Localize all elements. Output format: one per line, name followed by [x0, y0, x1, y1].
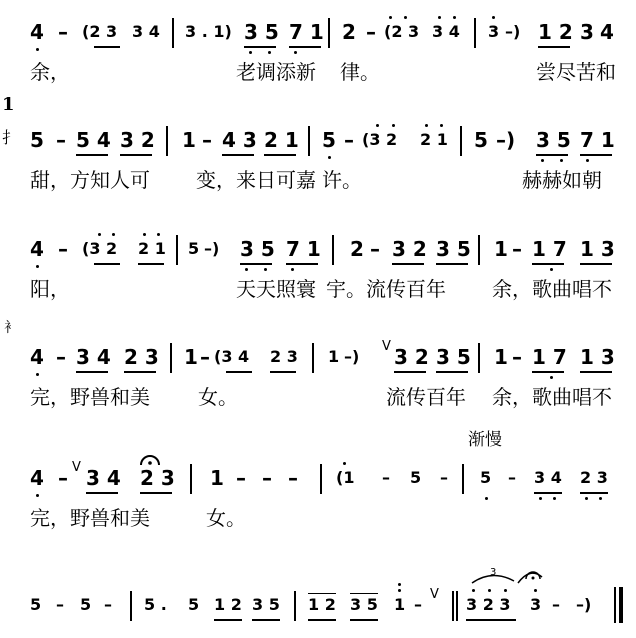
dash: –: [366, 20, 376, 44]
underline: [240, 263, 272, 265]
note-group: 3 4: [132, 22, 160, 41]
octave-dot: [488, 589, 491, 592]
dash: –: [58, 466, 68, 490]
underline: [538, 46, 570, 48]
dash: –: [370, 237, 380, 261]
note-group: 3 5: [536, 128, 571, 152]
lyrics-row: [0, 58, 636, 86]
note: 1: [328, 347, 340, 366]
bar-line: [166, 126, 168, 156]
lyric: 阳，: [30, 277, 70, 301]
underline: [120, 154, 152, 156]
note-group: 2 1: [264, 128, 299, 152]
underline: [226, 371, 252, 373]
note: 1: [494, 237, 508, 261]
lyric: 老调添新: [236, 60, 316, 84]
octave-dot: [586, 159, 589, 162]
bar-line: [478, 343, 480, 373]
lyric: 许。: [322, 168, 362, 192]
dash: –: [288, 466, 298, 490]
note: 5: [410, 468, 422, 487]
octave-dot: [245, 268, 248, 271]
dash: –: [56, 128, 66, 152]
underline: [76, 371, 108, 373]
note: (1: [336, 468, 355, 487]
underline: [222, 154, 254, 156]
bar-line: [308, 126, 310, 156]
note-group: 7 1: [580, 128, 615, 152]
note: 2: [350, 237, 364, 261]
dash: –: [344, 128, 354, 152]
octave-dot: [36, 48, 39, 51]
note-group: (3 2: [82, 239, 118, 258]
underline: [76, 154, 108, 156]
note: 5: [322, 128, 336, 152]
octave-dot: [264, 268, 267, 271]
note-group: (3 4: [214, 347, 250, 366]
note-group: 1 2: [538, 20, 573, 44]
bar-line: [172, 18, 174, 48]
underline: [466, 619, 516, 621]
bar-line: [460, 126, 462, 156]
lyric: 女。: [206, 506, 246, 530]
note: 1: [182, 128, 196, 152]
octave-dot: [36, 373, 39, 376]
underline: [394, 371, 426, 373]
octave-dot: [550, 268, 553, 271]
octave-dot: [291, 268, 294, 271]
note-group: (3 2: [362, 130, 398, 149]
underline: [532, 263, 564, 265]
note: 1: [184, 345, 198, 369]
bar-line: [452, 591, 454, 621]
breath-mark: V: [72, 460, 81, 475]
underline: [286, 263, 318, 265]
dash: –): [496, 128, 516, 152]
lyric: 流传百年: [386, 385, 466, 409]
note-group: 2 1: [138, 239, 166, 258]
octave-dot: [143, 233, 146, 236]
lyric: 完，野兽和美: [30, 506, 150, 530]
notes-row: [0, 120, 636, 160]
lyric: 完，野兽和美: [30, 385, 150, 409]
notes-row: [0, 458, 636, 498]
note: 5: [188, 595, 200, 614]
breath-mark: V: [382, 339, 391, 354]
note: 4: [30, 20, 44, 44]
dash: –: [552, 595, 560, 614]
note: 5: [188, 239, 200, 258]
bar-line: [190, 464, 192, 494]
dash: –: [58, 20, 68, 44]
dash: –: [104, 595, 112, 614]
bar-line: [328, 18, 330, 48]
octave-dot: [541, 159, 544, 162]
lyric: 律。: [340, 60, 380, 84]
octave-dot: [328, 156, 331, 159]
octave-dot: [472, 589, 475, 592]
bar-line: [176, 235, 178, 265]
note: 4: [30, 237, 44, 261]
underline: [252, 619, 280, 621]
note: 5: [480, 468, 492, 487]
dash: –: [508, 468, 516, 487]
lyrics-row: [0, 166, 636, 194]
dash: –: [382, 468, 390, 487]
dash: –: [512, 345, 522, 369]
lyric: 余，歌曲唱不: [492, 277, 612, 301]
dash: –: [262, 466, 272, 490]
bar-line: [170, 343, 172, 373]
underline: [270, 371, 296, 373]
dash: –: [56, 595, 64, 614]
note-group: 2 1: [420, 130, 448, 149]
note: 2: [342, 20, 356, 44]
note: 5: [30, 128, 44, 152]
note-group: 3 5: [436, 237, 471, 261]
octave-dot: [599, 497, 602, 500]
lyrics-row: [0, 504, 636, 532]
dash: –): [505, 22, 521, 41]
underline: [532, 371, 564, 373]
dash: –: [236, 466, 246, 490]
note-group: 3 4: [534, 468, 562, 487]
lyric: 变，来日可嘉: [196, 168, 316, 192]
lyrics-row: [0, 383, 636, 411]
octave-dot: [404, 16, 407, 19]
dash: –: [202, 128, 212, 152]
octave-dot: [157, 233, 160, 236]
notes-row: [0, 229, 636, 269]
underline: [436, 263, 468, 265]
bar-line: [456, 591, 458, 621]
note-group: 1 2: [214, 595, 242, 614]
notes-row: [0, 337, 636, 377]
octave-dot: [504, 589, 507, 592]
note-group: 3 5: [252, 595, 280, 614]
underline: [580, 154, 612, 156]
svg-text:3: 3: [490, 567, 497, 578]
lyrics-row: [0, 275, 636, 303]
lyric: 天天照寰: [236, 277, 316, 301]
bar-line: [312, 343, 314, 373]
underline: [580, 492, 608, 494]
note-group: 5 4: [76, 128, 111, 152]
final-bar-line: [614, 587, 616, 623]
note-group: 2 3: [270, 347, 298, 366]
dash: –: [414, 595, 422, 614]
note-group: 7 1: [286, 237, 321, 261]
octave-dot: [492, 16, 495, 19]
underline: [138, 263, 164, 265]
note-group: (2 3: [384, 22, 420, 41]
note: 4: [600, 20, 614, 44]
breath-mark: V: [430, 587, 439, 602]
note: 1: [394, 595, 406, 614]
lyric: 尝尽苦和: [536, 60, 616, 84]
underline: [214, 619, 242, 621]
underline: [289, 46, 321, 48]
note-group: 2 3: [140, 466, 175, 490]
octave-dot: [376, 124, 379, 127]
dash: –: [58, 237, 68, 261]
lyric: 余，歌曲唱不: [492, 385, 612, 409]
octave-dot: [249, 51, 252, 54]
octave-dot: [438, 16, 441, 19]
underline: [264, 154, 296, 156]
underline: [124, 371, 156, 373]
octave-dot: [294, 51, 297, 54]
note: 1: [210, 466, 224, 490]
note-group: 3 5: [350, 595, 378, 614]
dash: –: [56, 345, 66, 369]
bar-line: [474, 18, 476, 48]
dash: –): [204, 239, 220, 258]
bar-line: [462, 464, 464, 494]
lyric: 甜，方知人可: [30, 168, 150, 192]
octave-dot: [453, 16, 456, 19]
underline: [244, 46, 276, 48]
note-group: 1 2: [308, 595, 336, 614]
underline: [308, 619, 336, 621]
underline: [86, 492, 118, 494]
octave-dot: [36, 265, 39, 268]
octave-dot: [36, 494, 39, 497]
octave-dot: [539, 497, 542, 500]
lyric: 赫赫如朝: [522, 168, 602, 192]
bar-line: [478, 235, 480, 265]
bar-line: [294, 591, 296, 621]
lyric: 宇。流传百年: [326, 277, 446, 301]
notes-row: [0, 567, 636, 625]
underline: [94, 263, 120, 265]
octave-dot: [550, 376, 553, 379]
note-group: 1 7: [532, 345, 567, 369]
note-group: 3 2 3: [466, 595, 511, 614]
underline: [308, 593, 336, 594]
note-group: 3 5: [436, 345, 471, 369]
octave-dot: [268, 51, 271, 54]
final-bar-line: [619, 587, 623, 623]
dash: –): [576, 595, 592, 614]
note: 4: [30, 345, 44, 369]
note: 5: [30, 595, 42, 614]
octave-dot: [553, 497, 556, 500]
note-group: (2 3: [82, 22, 118, 41]
octave-dot: [440, 124, 443, 127]
note-group: 3 4: [86, 466, 121, 490]
margin-mark-2: 扌: [2, 128, 19, 147]
octave-dot: [398, 583, 401, 586]
note: 3: [488, 22, 500, 41]
fermata-icon: [139, 454, 161, 466]
bar-line: [332, 235, 334, 265]
note-group: 1 3: [580, 345, 615, 369]
note: 4: [30, 466, 44, 490]
octave-dot: [560, 159, 563, 162]
note-group: 2 3: [580, 468, 608, 487]
dash: –): [344, 347, 360, 366]
note: 5 .: [144, 595, 167, 614]
note-group: 3 4: [76, 345, 111, 369]
note-group: 1 7: [532, 237, 567, 261]
note-group: 3 2: [392, 237, 427, 261]
note-group: 3 . 1): [185, 22, 232, 41]
underline: [350, 619, 378, 621]
octave-dot: [398, 589, 401, 592]
underline: [94, 46, 120, 48]
octave-dot: [112, 233, 115, 236]
note-group: 3 5: [244, 20, 279, 44]
octave-dot: [389, 16, 392, 19]
underline: [140, 492, 172, 494]
octave-dot: [98, 233, 101, 236]
dash: –: [200, 345, 210, 369]
dash: –: [440, 468, 448, 487]
underline: [536, 154, 568, 156]
note-group: 3 5: [240, 237, 275, 261]
octave-dot: [425, 124, 428, 127]
tempo-mark: 渐慢: [468, 430, 502, 450]
note: 5: [80, 595, 92, 614]
lyric: 女。: [198, 385, 238, 409]
octave-dot: [343, 462, 346, 465]
note: 3: [580, 20, 594, 44]
octave-dot: [392, 124, 395, 127]
underline: [392, 263, 424, 265]
margin-mark-3: 衤: [4, 320, 18, 336]
note: 1: [494, 345, 508, 369]
note-group: 3 2: [120, 128, 155, 152]
note-group: 3 4: [432, 22, 460, 41]
octave-dot: [585, 497, 588, 500]
bar-line: [320, 464, 322, 494]
octave-dot: [485, 497, 488, 500]
underline: [580, 371, 612, 373]
triplet-slur-icon: [468, 565, 558, 589]
bar-line: [130, 591, 132, 621]
underline: [436, 371, 468, 373]
octave-dot: [534, 589, 537, 592]
note-group: 4 3: [222, 128, 257, 152]
underline: [350, 593, 378, 594]
lyric: 余，: [30, 60, 70, 84]
margin-mark-1: 1: [2, 94, 15, 115]
dash: –: [512, 237, 522, 261]
notes-row: [0, 12, 636, 52]
note: 5: [474, 128, 488, 152]
underline: [580, 263, 612, 265]
note-group: 1 3: [580, 237, 615, 261]
note-group: 7 1: [289, 20, 324, 44]
note-group: 3 2: [394, 345, 429, 369]
note-group: 2 3: [124, 345, 159, 369]
note: 3: [530, 595, 542, 614]
underline: [534, 492, 562, 494]
